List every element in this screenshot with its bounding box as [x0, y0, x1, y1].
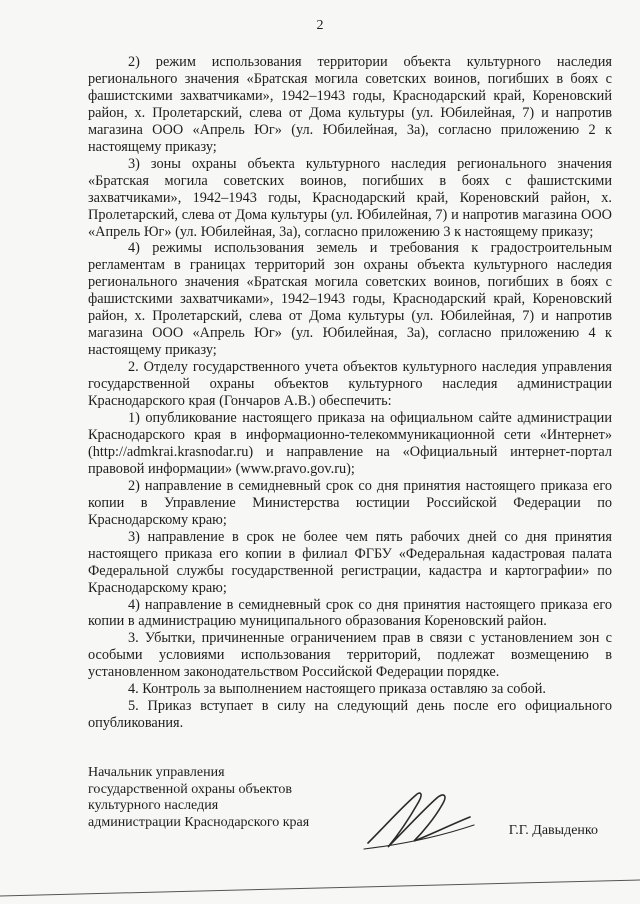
scan-edge-line	[0, 870, 640, 904]
position-line: государственной охраны объектов	[88, 781, 292, 797]
signature-block	[88, 765, 608, 855]
paragraph-ministry-justice: 2) направление в семидневный срок со дня принятия настоящего приказа его копии в Управление Министерства юстиции Российской Федерации по Краснодарскому краю;	[88, 477, 612, 528]
signatory-name: Г.Г. Давыденко	[508, 823, 598, 838]
paragraph-regime-territory: 2) режим использования территории объекта культурного наследия регионального значения «Братская могила советских воинов, погибших в боях с фашистскими захватчиками», 1942–1943 годы, Краснодарский край, Кореновский район, х. Пролетарский, слева от Дома культуры (ул. Юбилейная, 7) и напротив магазина ООО «Апрель Юг» (ул. Юбилейная, 3а), согласно приложению 2 к настоящему приказу;	[88, 54, 612, 155]
paragraph-publication: 1) опубликование настоящего приказа на официальном сайте администрации Краснодарского края в информационно-телекоммуникационной сети «Интернет» (http://admkrai.krasnodar.ru) и направление на «Официальный интернет-портал правовой информации» (www.pravo.gov.ru);	[88, 410, 612, 477]
position-line: культурного наследия	[88, 798, 219, 813]
document-body	[88, 54, 612, 732]
paragraph-item-2: 2. Отделу государственного учета объектов культурного наследия управления государственной охраны объектов культурного наследия администрации Краснодарского края (Гончаров А.В.) обеспечить:	[88, 359, 612, 410]
paragraph-item-4: 4. Контроль за выполнением настоящего приказа оставляю за собой.	[128, 681, 547, 698]
handwritten-signature-icon	[358, 785, 478, 855]
position-line: Начальник управления	[88, 765, 225, 780]
paragraph-item-5: 5. Приказ вступает в силу на следующий день после его официального опубликования.	[88, 698, 612, 732]
paragraph-municipal-admin: 4) направление в семидневный срок со дня принятия настоящего приказа его копии в администрацию муниципального образования Кореновский район.	[88, 596, 612, 630]
paragraph-protection-zones: 3) зоны охраны объекта культурного наследия регионального значения «Братская могила советских воинов, погибших в боях с фашистскими захватчиками», 1942–1943 годы, Краснодарский край, Кореновский район, х. Пролетарский, слева от Дома культуры (ул. Юбилейная, 7) и напротив магазина ООО «Апрель Юг» (ул. Юбилейная, 3а), согласно приложению 3 к настоящему приказу;	[88, 155, 612, 240]
paragraph-cadastral-chamber: 3) направление в срок не более чем пять рабочих дней со дня принятия настоящего приказа его копии в филиал ФГБУ «Федеральная кадастровая палата Федеральной службы государственной регистрации, кадастра и картографии» по Краснодарскому краю;	[88, 528, 612, 596]
paragraph-land-use-regimes: 4) режимы использования земель и требования к градостроительным регламентам в границах территорий зон охраны объекта культурного наследия регионального значения «Братская могила советских воинов, погибших в боях с фашистскими захватчиками», 1942–1943 годы, Краснодарский край, Кореновский район, х. Пролетарский, слева от Дома культуры (ул. Юбилейная, 7) и напротив магазина ООО «Апрель Юг» (ул. Юбилейная, 3а), согласно приложению 4 к настоящему приказу;	[88, 240, 612, 359]
paragraph-item-3: 3. Убытки, причиненные ограничением прав в связи с установлением зон с особыми условиями использования территорий, подлежат возмещению в установленном законодательством Российской Федерации порядке.	[88, 630, 612, 681]
signatory-position	[88, 765, 309, 831]
position-line: администрации Краснодарского края	[88, 814, 310, 830]
page-number: 2	[316, 18, 324, 33]
